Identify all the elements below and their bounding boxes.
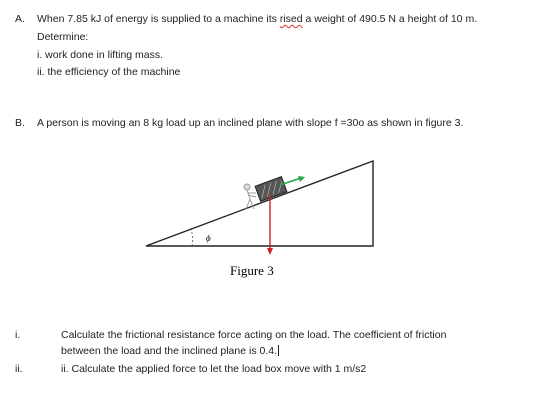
sub-question-2-line1: ii. Calculate the applied force to let the load box move with 1 m/s2 — [61, 363, 367, 375]
angle-symbol: ϕ — [206, 233, 211, 243]
load-box — [255, 177, 287, 202]
sub-question-1-line1: Calculate the frictional resistance force acting on the load. The coefficient of friction — [61, 329, 447, 341]
sub-question-1-line2 — [61, 345, 279, 357]
applied-force-arrowhead — [298, 176, 305, 182]
question-a-letter: A. — [15, 13, 25, 25]
determine-label: Determine: — [37, 31, 89, 43]
weight-force-arrowhead — [267, 248, 273, 255]
sub-question-2-number: ii. — [15, 363, 23, 375]
angle-arc — [191, 228, 192, 246]
question-a-text — [37, 13, 477, 25]
text-cursor — [278, 345, 279, 356]
question-a-item-1: i. work done in lifting mass. — [37, 49, 164, 61]
question-b-letter: B. — [15, 117, 25, 129]
question-b-text: A person is moving an 8 kg load up an inclined plane with slope f =30o as shown in figure 3. — [37, 117, 464, 129]
figure-caption: Figure 3 — [230, 263, 274, 278]
sub-question-1-number: i. — [15, 329, 21, 341]
question-a-item-2: ii. the efficiency of the machine — [37, 66, 181, 78]
question-a-text-before: When 7.85 kJ of energy is supplied to a machine its — [37, 13, 280, 25]
inclined-plane-triangle — [146, 161, 373, 246]
inclined-plane-figure — [140, 155, 390, 285]
question-a-text-after: a weight of 490.5 N a height of 10 m. — [302, 13, 478, 25]
spelling-error-word[interactable]: rised — [279, 13, 303, 25]
sub-question-1-line2-text: between the load and the inclined plane is 0.4. — [61, 345, 277, 357]
